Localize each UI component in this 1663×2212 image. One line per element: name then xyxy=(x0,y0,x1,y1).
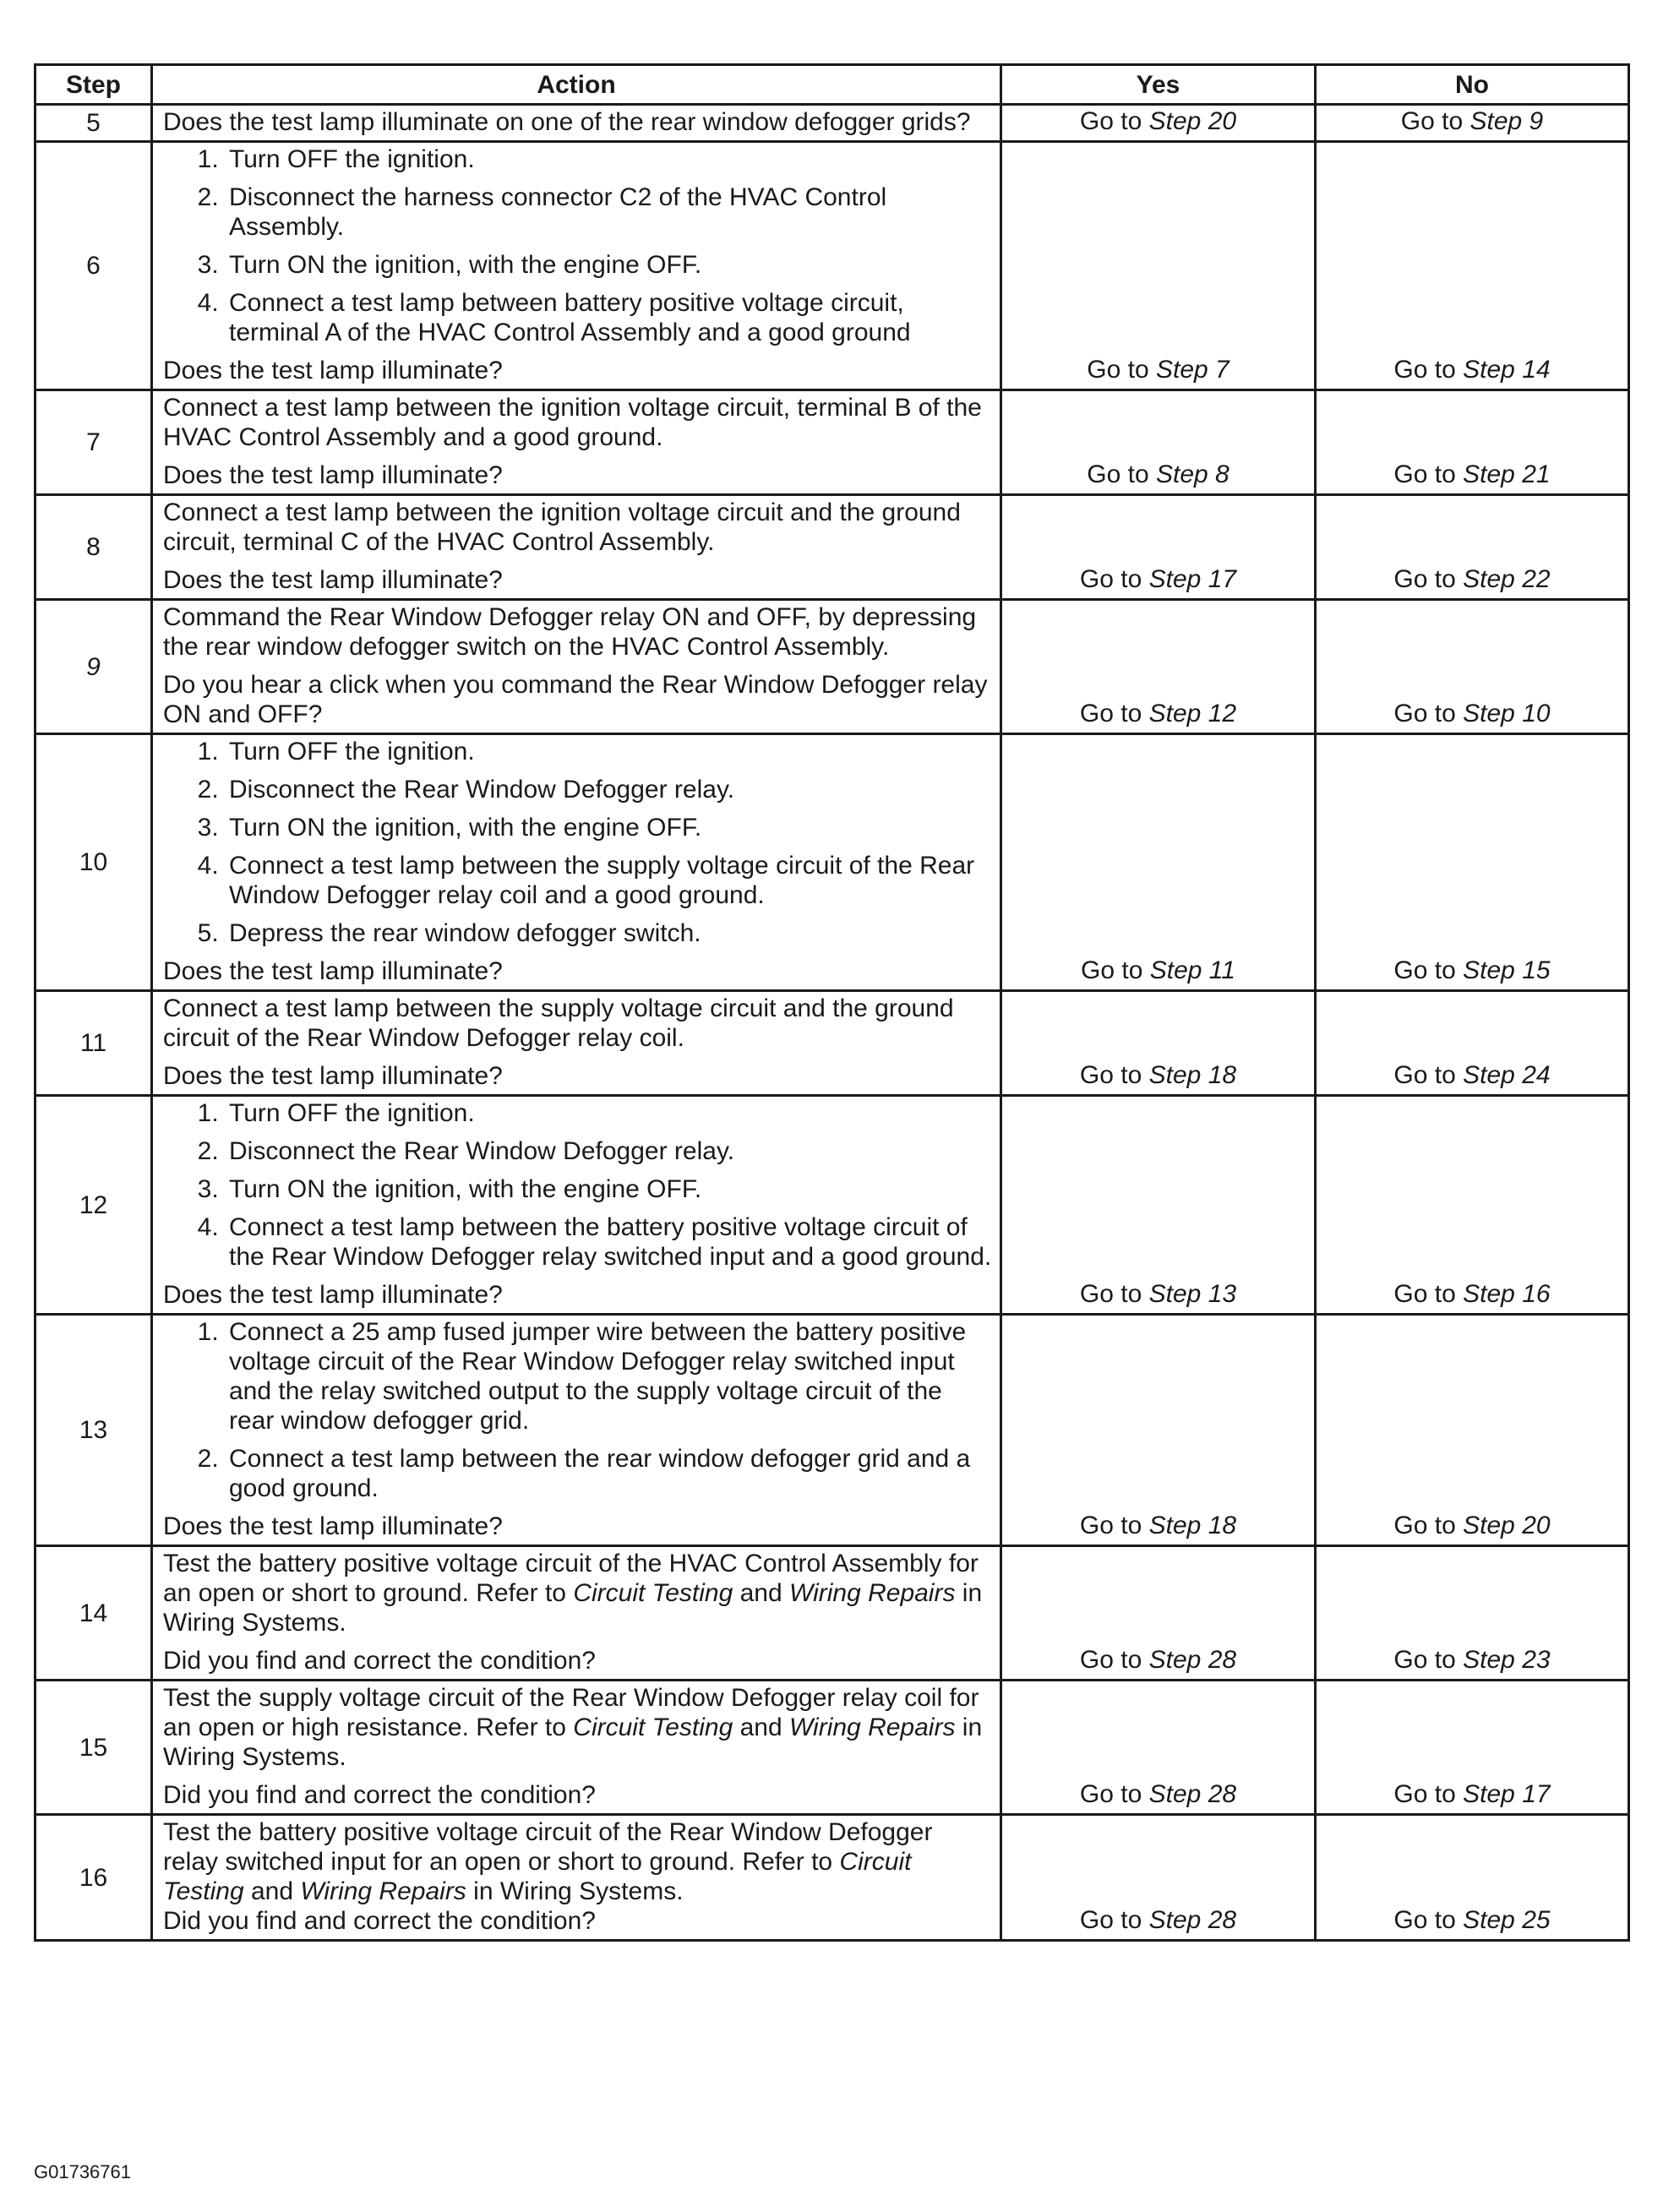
no-goto xyxy=(1316,1681,1629,1815)
action-question: Did you find and correct the condition? xyxy=(163,1647,596,1675)
goto-label: Go to xyxy=(1087,356,1149,384)
action-instruction: Command the Rear Window Defogger relay ON and OFF, by depressing the rear window defogger switch on the HVAC Control Assembly. xyxy=(163,603,977,661)
table-row xyxy=(35,1681,1629,1815)
action-instruction: Connect a test lamp between the supply voltage circuit and the ground circuit of the Rear Window Defogger relay coil. xyxy=(163,994,954,1052)
goto-label: Go to xyxy=(1393,1646,1456,1674)
action-cell xyxy=(152,390,1001,495)
yes-goto xyxy=(1001,495,1316,600)
figure-id: G01736761 xyxy=(34,2161,131,2182)
action-step-list xyxy=(163,737,993,948)
goto-label: Go to xyxy=(1393,460,1456,488)
reference-title: Wiring Repairs xyxy=(789,1579,956,1607)
goto-label: Go to xyxy=(1081,956,1143,984)
action-instruction xyxy=(163,1549,993,1637)
goto-step-ref: Step 8 xyxy=(1155,460,1230,488)
goto-step-ref: Step 18 xyxy=(1148,1512,1237,1539)
action-step-list xyxy=(163,144,993,347)
goto-label: Go to xyxy=(1393,1280,1456,1308)
action-step-item: 3. Turn ON the ignition, with the engine OFF. xyxy=(226,250,993,280)
action-question: Does the test lamp illuminate? xyxy=(163,1281,503,1309)
goto-step-ref: Step 9 xyxy=(1469,107,1544,135)
action-question: Does the test lamp illuminate? xyxy=(163,1062,503,1090)
action-instruction: Connect a test lamp between the ignition voltage circuit, terminal B of the HVAC Control Assembly and a good ground. xyxy=(163,394,982,451)
no-goto xyxy=(1316,495,1629,600)
reference-title: Wiring Repairs xyxy=(300,1877,466,1905)
table-header-row xyxy=(35,65,1629,105)
action-cell xyxy=(152,495,1001,600)
goto-label: Go to xyxy=(1393,356,1456,384)
action-cell xyxy=(152,734,1001,991)
action-cell xyxy=(152,1815,1001,1941)
step-number: 9 xyxy=(35,600,152,734)
instruction-text: in Wiring Systems. xyxy=(163,1579,983,1637)
step-number: 5 xyxy=(35,105,152,142)
no-goto xyxy=(1316,1096,1629,1315)
step-number: 13 xyxy=(35,1315,152,1546)
action-cell xyxy=(152,1546,1001,1681)
action-step-list xyxy=(163,1317,993,1503)
goto-label: Go to xyxy=(1393,1512,1456,1539)
table-row xyxy=(35,1096,1629,1315)
step-number: 6 xyxy=(35,142,152,390)
table-row xyxy=(35,390,1629,495)
yes-goto xyxy=(1001,1815,1316,1941)
no-goto xyxy=(1316,1546,1629,1681)
goto-label: Go to xyxy=(1079,107,1142,135)
table-row xyxy=(35,105,1629,142)
action-instruction xyxy=(163,1683,993,1772)
goto-step-ref: Step 28 xyxy=(1148,1906,1237,1934)
yes-goto xyxy=(1001,991,1316,1096)
action-question: Does the test lamp illuminate? xyxy=(163,566,503,594)
action-question: Does the test lamp illuminate? xyxy=(163,1512,503,1540)
action-instruction xyxy=(163,1817,993,1906)
goto-label: Go to xyxy=(1079,1780,1142,1808)
header-step: Step xyxy=(35,65,152,105)
goto-step-ref: Step 13 xyxy=(1148,1280,1237,1308)
no-goto xyxy=(1316,142,1629,390)
table-row xyxy=(35,600,1629,734)
goto-step-ref: Step 17 xyxy=(1148,565,1237,593)
goto-step-ref: Step 25 xyxy=(1463,1906,1551,1934)
action-question: Does the test lamp illuminate? xyxy=(163,957,503,985)
goto-step-ref: Step 23 xyxy=(1463,1646,1551,1674)
goto-label: Go to xyxy=(1079,700,1142,727)
goto-step-ref: Step 10 xyxy=(1463,700,1551,727)
goto-label: Go to xyxy=(1079,1512,1142,1539)
step-number: 12 xyxy=(35,1096,152,1315)
goto-step-ref: Step 14 xyxy=(1463,356,1551,384)
action-cell xyxy=(152,105,1001,142)
table-row xyxy=(35,991,1629,1096)
action-step-item: 5. Depress the rear window defogger switch. xyxy=(226,918,993,948)
action-step-list xyxy=(163,1098,993,1272)
no-goto xyxy=(1316,105,1629,142)
yes-goto xyxy=(1001,600,1316,734)
no-goto xyxy=(1316,1815,1629,1941)
action-step-item: 1. Connect a 25 amp fused jumper wire between the battery positive voltage circuit of the Rear Window Defogger relay switched input and the relay switched output to the supply voltage circuit of the rear window defogger grid. xyxy=(226,1317,993,1436)
action-question: Do you hear a click when you command the Rear Window Defogger relay ON and OFF? xyxy=(163,671,988,728)
table-row xyxy=(35,1815,1629,1941)
action-question: Does the test lamp illuminate? xyxy=(163,461,503,489)
goto-step-ref: Step 28 xyxy=(1148,1646,1237,1674)
reference-title: Circuit Testing xyxy=(163,1848,912,1905)
action-step-item: 3. Turn ON the ignition, with the engine OFF. xyxy=(226,813,993,842)
action-step-item: 1. Turn OFF the ignition. xyxy=(226,1098,993,1128)
goto-step-ref: Step 20 xyxy=(1148,107,1237,135)
reference-title: Wiring Repairs xyxy=(789,1713,956,1741)
goto-label: Go to xyxy=(1393,956,1456,984)
goto-label: Go to xyxy=(1087,460,1149,488)
goto-step-ref: Step 21 xyxy=(1463,460,1551,488)
step-number: 14 xyxy=(35,1546,152,1681)
step-number: 15 xyxy=(35,1681,152,1815)
yes-goto xyxy=(1001,1681,1316,1815)
action-question: Did you find and correct the condition? xyxy=(163,1781,596,1809)
goto-step-ref: Step 11 xyxy=(1149,956,1235,984)
action-step-item: 4. Connect a test lamp between the supply voltage circuit of the Rear Window Defogger relay coil and a good ground. xyxy=(226,851,993,910)
instruction-text: in Wiring Systems. xyxy=(163,1713,983,1771)
goto-step-ref: Step 16 xyxy=(1463,1280,1551,1308)
goto-label: Go to xyxy=(1079,565,1142,593)
step-number: 16 xyxy=(35,1815,152,1941)
reference-title: Circuit Testing xyxy=(573,1713,733,1741)
header-yes: Yes xyxy=(1001,65,1316,105)
goto-label: Go to xyxy=(1393,1906,1456,1934)
step-number: 10 xyxy=(35,734,152,991)
no-goto xyxy=(1316,390,1629,495)
yes-goto xyxy=(1001,390,1316,495)
goto-step-ref: Step 15 xyxy=(1463,956,1551,984)
step-number: 8 xyxy=(35,495,152,600)
instruction-text: Test the battery positive voltage circuit of the Rear Window Defogger relay switched input for an open or short to ground. Refer to xyxy=(163,1818,933,1876)
action-question: Does the test lamp illuminate on one of the rear window defogger grids? xyxy=(163,108,971,136)
goto-step-ref: Step 20 xyxy=(1463,1512,1551,1539)
yes-goto xyxy=(1001,105,1316,142)
no-goto xyxy=(1316,1315,1629,1546)
action-cell xyxy=(152,991,1001,1096)
table-row xyxy=(35,142,1629,390)
instruction-text: Test the battery positive voltage circuit of the HVAC Control Assembly for an open or short to ground. Refer to xyxy=(163,1550,979,1607)
goto-label: Go to xyxy=(1393,1780,1456,1808)
action-step-item: 2. Disconnect the Rear Window Defogger relay. xyxy=(226,1136,993,1166)
action-step-item: 3. Turn ON the ignition, with the engine OFF. xyxy=(226,1174,993,1204)
goto-step-ref: Step 7 xyxy=(1155,356,1230,384)
action-step-item: 2. Disconnect the Rear Window Defogger relay. xyxy=(226,775,993,804)
action-cell xyxy=(152,600,1001,734)
yes-goto xyxy=(1001,1096,1316,1315)
no-goto xyxy=(1316,600,1629,734)
header-no: No xyxy=(1316,65,1629,105)
yes-goto xyxy=(1001,1546,1316,1681)
table-row xyxy=(35,734,1629,991)
goto-step-ref: Step 18 xyxy=(1148,1061,1237,1089)
instruction-text: and xyxy=(733,1579,790,1607)
goto-step-ref: Step 28 xyxy=(1148,1780,1237,1808)
goto-step-ref: Step 12 xyxy=(1148,700,1237,727)
instruction-text: and xyxy=(733,1713,789,1741)
goto-step-ref: Step 17 xyxy=(1463,1780,1551,1808)
action-cell xyxy=(152,1315,1001,1546)
yes-goto xyxy=(1001,142,1316,390)
action-step-item: 2. Connect a test lamp between the rear window defogger grid and a good ground. xyxy=(226,1444,993,1503)
table-row xyxy=(35,1546,1629,1681)
instruction-text: in Wiring Systems. xyxy=(466,1877,684,1905)
no-goto xyxy=(1316,734,1629,991)
action-question: Does the test lamp illuminate? xyxy=(163,357,503,384)
action-question: Did you find and correct the condition? xyxy=(163,1907,596,1935)
action-step-item: 1. Turn OFF the ignition. xyxy=(226,737,993,766)
goto-label: Go to xyxy=(1079,1906,1142,1934)
action-step-item: 4. Connect a test lamp between battery positive voltage circuit, terminal A of the HVAC Control Assembly and a good ground xyxy=(226,288,993,347)
instruction-text: and xyxy=(243,1877,301,1905)
table-row xyxy=(35,1315,1629,1546)
goto-label: Go to xyxy=(1400,107,1464,135)
yes-goto xyxy=(1001,1315,1316,1546)
action-instruction: Connect a test lamp between the ignition voltage circuit and the ground circuit, terminal C of the HVAC Control Assembly. xyxy=(163,499,961,556)
table-row xyxy=(35,495,1629,600)
goto-label: Go to xyxy=(1393,565,1456,593)
goto-label: Go to xyxy=(1079,1646,1142,1674)
action-cell xyxy=(152,1096,1001,1315)
action-cell xyxy=(152,142,1001,390)
instruction-text: Test the supply voltage circuit of the Rear Window Defogger relay coil for an open or high resistance. Refer to xyxy=(163,1684,979,1741)
goto-label: Go to xyxy=(1079,1280,1142,1308)
action-cell xyxy=(152,1681,1001,1815)
action-step-item: 2. Disconnect the harness connector C2 of the HVAC Control Assembly. xyxy=(226,183,993,242)
goto-label: Go to xyxy=(1393,700,1456,727)
no-goto xyxy=(1316,991,1629,1096)
yes-goto xyxy=(1001,734,1316,991)
goto-step-ref: Step 24 xyxy=(1463,1061,1551,1089)
goto-label: Go to xyxy=(1393,1061,1456,1089)
action-step-item: 1. Turn OFF the ignition. xyxy=(226,144,993,174)
diagnostic-table xyxy=(34,63,1630,1942)
action-step-item: 4. Connect a test lamp between the battery positive voltage circuit of the Rear Window Defogger relay switched input and a good ground. xyxy=(226,1212,993,1272)
reference-title: Circuit Testing xyxy=(573,1579,733,1607)
goto-label: Go to xyxy=(1079,1061,1142,1089)
header-action: Action xyxy=(152,65,1001,105)
step-number: 11 xyxy=(35,991,152,1096)
step-number: 7 xyxy=(35,390,152,495)
goto-step-ref: Step 22 xyxy=(1463,565,1551,593)
